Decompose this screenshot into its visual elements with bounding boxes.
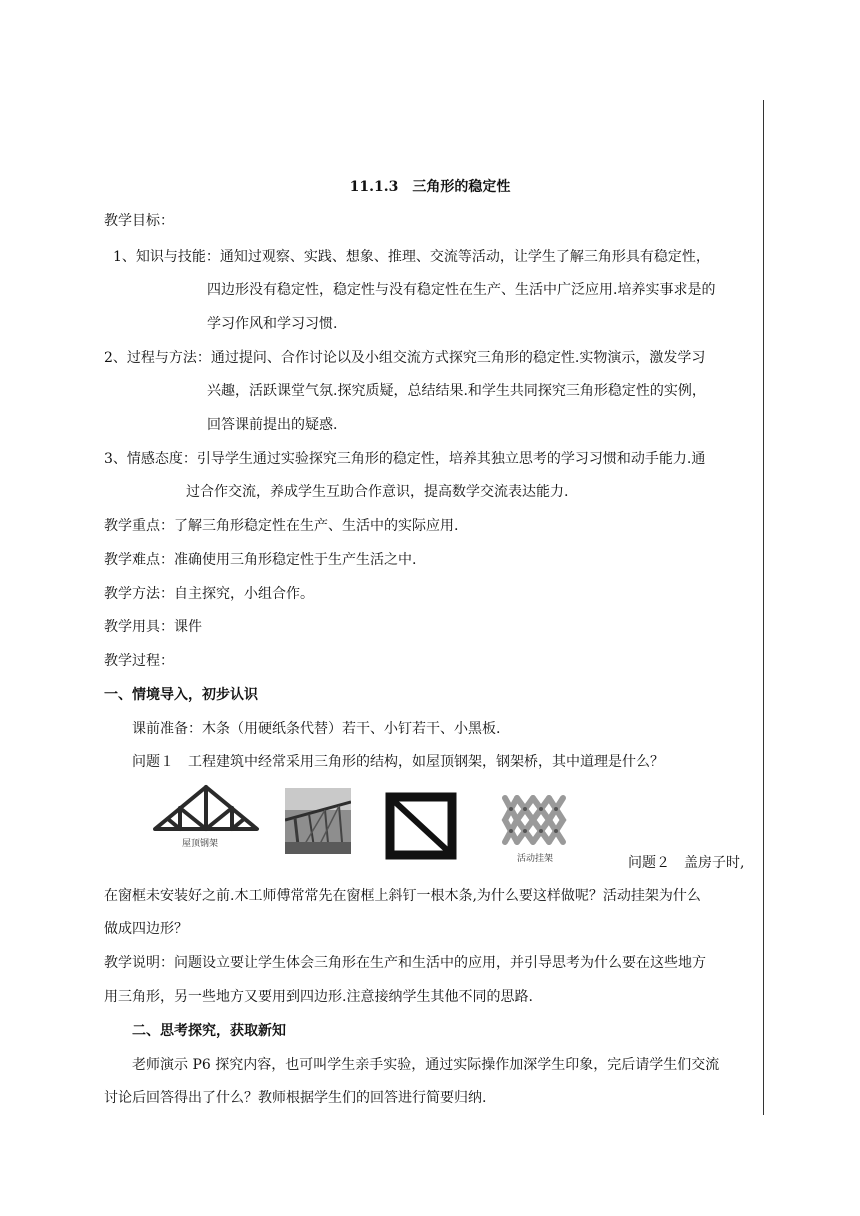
difficulty: 教学难点：准确使用三角形稳定性于生产生活之中.: [104, 552, 417, 568]
teaching-process: 教学过程：: [104, 653, 174, 669]
window-frame-figure: [385, 792, 457, 860]
section2-heading: 二、思考探究，获取新知: [132, 1023, 286, 1039]
goal1-line3: 学习作风和学习习惯.: [207, 316, 338, 332]
steel-bridge-photo: [285, 788, 351, 854]
goals-heading: 教学目标：: [104, 213, 174, 229]
roof-truss-caption: 屋顶钢架: [182, 839, 219, 849]
page-title: 11.1.3 三角形的稳定性: [349, 179, 511, 195]
question2-line1: 在窗框未安装好之前.木工师傅常常先在窗框上斜钉一根木条,为什么要这样做呢？活动挂架为什么: [104, 888, 701, 904]
demo-line2: 讨论后回答得出了什么？教师根据学生们的回答进行简要归纳.: [104, 1090, 487, 1106]
goal3-line2: 过合作交流，养成学生互助合作意识，提高数学交流表达能力.: [186, 484, 569, 500]
teaching-tools: 教学用具：课件: [104, 619, 202, 635]
teaching-note-line1: 教学说明：问题设立要让学生体会三角形在生产和生活中的应用，并引导思考为什么要在这些地方: [104, 955, 706, 971]
goal2-line3: 回答课前提出的疑惑.: [207, 417, 338, 433]
goal2-line1: 2、过程与方法：通过提问、合作讨论以及小组交流方式探究三角形的稳定性.实物演示，激发学习: [104, 350, 706, 366]
section1-heading: 一、情境导入，初步认识: [104, 687, 258, 703]
goal1-line2: 四边形没有稳定性，稳定性与没有稳定性在生产、生活中广泛应用.培养实事求是的: [207, 282, 716, 298]
movable-hanger-caption: 活动挂架: [517, 854, 554, 864]
question1: 问题１ 工程建筑中经常采用三角形的结构，如屋顶钢架，钢架桥，其中道理是什么？: [132, 754, 664, 770]
class-prep: 课前准备：木条（用硬纸条代替）若干、小钉若干、小黑板.: [132, 721, 501, 737]
question2-start: 问题２ 盖房子时,: [628, 855, 745, 871]
goal3-line1: 3、情感态度：引导学生通过实验探究三角形的稳定性，培养其独立思考的学习习惯和动手能力.通: [104, 451, 706, 467]
key-point: 教学重点：了解三角形稳定性在生产、生活中的实际应用.: [104, 518, 459, 534]
goal1-line1: 1、知识与技能：通知过观察、实践、想象、推理、交流等活动，让学生了解三角形具有稳定性，: [113, 249, 710, 265]
teaching-note-line2: 用三角形，另一些地方又要用到四边形.注意接纳学生其他不同的思路.: [104, 989, 533, 1005]
goal2-line2: 兴趣，活跃课堂气氛.探究质疑，总结结果.和学生共同探究三角形稳定性的实例，: [207, 383, 706, 399]
question2-line2: 做成四边形？: [104, 921, 188, 937]
movable-hanger-figure: [497, 793, 571, 847]
roof-truss-figure: [152, 782, 260, 834]
demo-line1: 老师演示 P6 探究内容，也可叫学生亲手实验，通过实际操作加深学生印象，完后请学生们交流: [132, 1057, 720, 1073]
teaching-method: 教学方法：自主探究，小组合作。: [104, 586, 314, 602]
margin-rule: [763, 100, 764, 1115]
